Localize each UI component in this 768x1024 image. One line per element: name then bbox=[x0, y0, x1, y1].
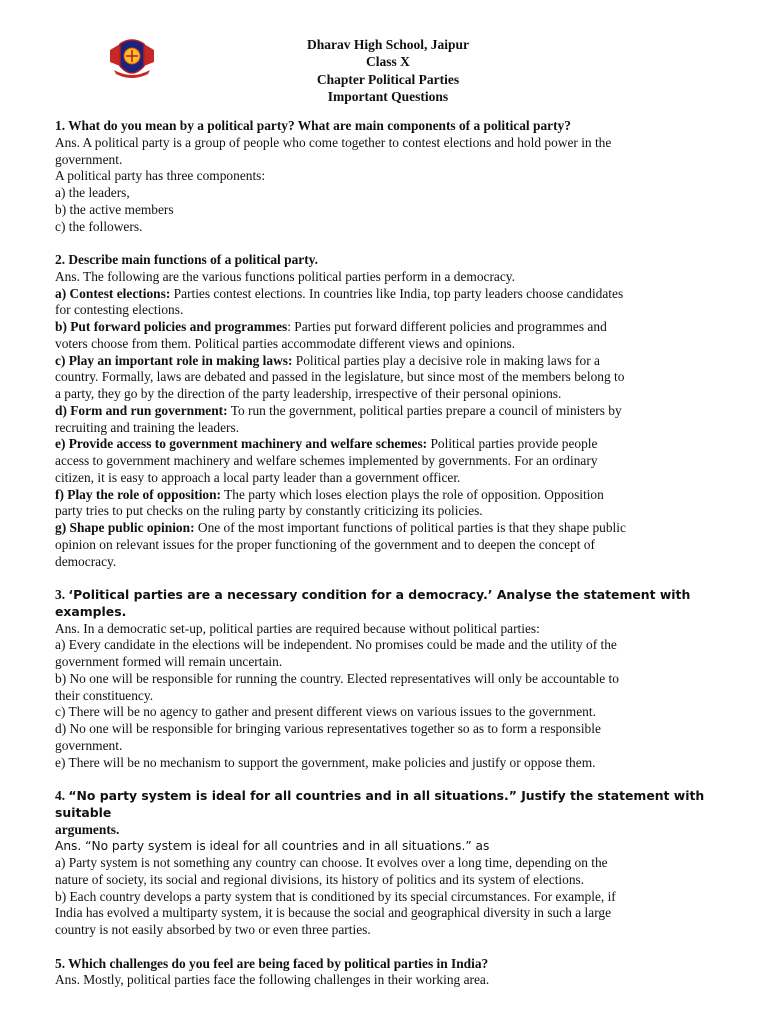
list-item-cont: voters choose from them. Political parties accommodate different views and opinions. bbox=[55, 335, 516, 351]
answer-1-line: A political party has three components: bbox=[55, 168, 266, 184]
question-4-cont: arguments. bbox=[55, 821, 120, 837]
list-item: b) No one will be responsible for running the country. Elected representatives will only be accountable to bbox=[55, 670, 619, 686]
list-item bbox=[55, 403, 725, 420]
list-item-cont: democracy. bbox=[55, 553, 117, 569]
item-label: d) Form and run government: bbox=[55, 402, 228, 418]
list-item-cont: opinion on relevant issues for the proper functioning of the government and to deepen the concept of bbox=[55, 536, 595, 552]
list-item: b) Each country develops a party system that is conditioned by its special circumstances. For example, if bbox=[55, 888, 616, 904]
question-5: 5. Which challenges do you feel are being faced by political parties in India? bbox=[55, 955, 489, 971]
item-text: The party which loses election plays the role of opposition. Opposition bbox=[221, 486, 604, 502]
item-label: f) Play the role of opposition: bbox=[55, 486, 222, 502]
item-text: Political parties play a decisive role in making laws for a bbox=[292, 352, 600, 368]
item-label: g) Shape public opinion: bbox=[55, 520, 195, 535]
spacer bbox=[55, 771, 725, 788]
answer-1-line: government. bbox=[55, 151, 123, 167]
item-text: : Parties put forward different policies and programmes and bbox=[287, 319, 607, 334]
list-item-cont: access to government machinery and welfare schemes implemented by governments. For an ordinary bbox=[55, 453, 598, 468]
document-header bbox=[0, 36, 768, 106]
list-item: b) the active members bbox=[55, 201, 174, 217]
list-item-cont: government formed will remain uncertain. bbox=[55, 654, 283, 669]
answer-3-intro: Ans. In a democratic set-up, political parties are required because without political parties: bbox=[55, 620, 540, 636]
spacer bbox=[55, 235, 725, 252]
question-1: 1. What do you mean by a political party? What are main components of a political party? bbox=[55, 118, 571, 133]
class-label: Class X bbox=[366, 54, 410, 70]
list-item: e) There will be no mechanism to support the government, make policies and justify or oppose them. bbox=[55, 754, 596, 770]
school-name: Dharav High School, Jaipur bbox=[306, 37, 470, 52]
spacer bbox=[55, 939, 725, 956]
answer-2-intro: Ans. The following are the various functions political parties perform in a democracy. bbox=[55, 268, 515, 284]
list-item bbox=[55, 353, 725, 370]
answer-quote: “No party system is ideal for all countries and in all situations.” as bbox=[85, 839, 490, 854]
list-item bbox=[55, 286, 725, 303]
list-item bbox=[55, 436, 725, 453]
list-item: c) the followers. bbox=[55, 218, 143, 234]
list-item: a) the leaders, bbox=[55, 185, 130, 200]
answer-4-intro bbox=[55, 838, 725, 855]
item-text: Parties contest elections. In countries like India, top party leaders choose candidates bbox=[170, 285, 624, 301]
list-item bbox=[55, 487, 725, 504]
chapter-title: Chapter Political Parties bbox=[316, 71, 460, 87]
item-text: To run the government, political parties prepare a council of ministers by bbox=[227, 402, 622, 418]
answer-prefix: Ans. bbox=[55, 839, 86, 854]
question-2: 2. Describe main functions of a political party. bbox=[55, 252, 318, 267]
list-item: c) There will be no agency to gather and present different views on various issues to the government. bbox=[55, 704, 596, 720]
list-item: a) Every candidate in the elections will be independent. No promises could be made and the utility of the bbox=[55, 637, 617, 653]
list-item-cont: citizen, it is easy to approach a local party leader than a government officer. bbox=[55, 469, 461, 485]
item-text: Political parties provide people bbox=[427, 436, 598, 452]
list-item-cont: their constituency. bbox=[55, 687, 154, 703]
list-item-cont: a party, they go by the direction of the party leadership, irrespective of their personal opinions. bbox=[55, 386, 562, 401]
question-text: ‘Political parties are a necessary condition for a democracy.’ Analyse the statement with examples. bbox=[55, 587, 691, 619]
question-number: 4. bbox=[55, 788, 69, 803]
item-label: c) Play an important role in making laws: bbox=[55, 352, 293, 368]
list-item-cont: country. Formally, laws are debated and passed in the legislature, but since most of the members belong to bbox=[55, 369, 625, 385]
question-3 bbox=[55, 587, 725, 621]
list-item-cont: government. bbox=[55, 737, 123, 753]
list-item bbox=[55, 319, 725, 336]
item-text: One of the most important functions of political parties is that they shape public bbox=[194, 520, 626, 535]
list-item-cont: recruiting and training the leaders. bbox=[55, 419, 240, 435]
list-item-cont: India has evolved a multiparty system, it is because the social and geographical diversity in such a large bbox=[55, 905, 612, 921]
question-number: 3. bbox=[55, 587, 69, 602]
question-4 bbox=[55, 788, 725, 822]
document-body bbox=[55, 118, 725, 989]
list-item-cont: country is not easily absorbed by two or even three parties. bbox=[55, 922, 371, 937]
question-text: “No party system is ideal for all countries and in all situations.” Justify the statement with suitable bbox=[55, 788, 705, 820]
list-item-cont: nature of society, its social and regional divisions, its history of politics and its system of elections. bbox=[55, 871, 585, 887]
list-item-cont: party tries to put checks on the ruling party by constantly criticizing its policies. bbox=[55, 503, 483, 519]
document-subtitle: Important Questions bbox=[327, 89, 449, 105]
item-label: b) Put forward policies and programmes bbox=[55, 319, 288, 334]
answer-5-intro: Ans. Mostly, political parties face the following challenges in their working area. bbox=[55, 972, 490, 988]
spacer bbox=[55, 570, 725, 587]
list-item: d) No one will be responsible for bringing various representatives together so as to form a responsible bbox=[55, 721, 601, 736]
list-item-cont: for contesting elections. bbox=[55, 302, 184, 318]
item-label: e) Provide access to government machinery and welfare schemes: bbox=[55, 436, 428, 452]
list-item bbox=[55, 520, 725, 537]
list-item: a) Party system is not something any country can choose. It evolves over a long time, depending on the bbox=[55, 855, 608, 870]
answer-1-line: Ans. A political party is a group of people who come together to contest elections and hold power in the bbox=[55, 134, 612, 150]
item-label: a) Contest elections: bbox=[55, 285, 171, 301]
